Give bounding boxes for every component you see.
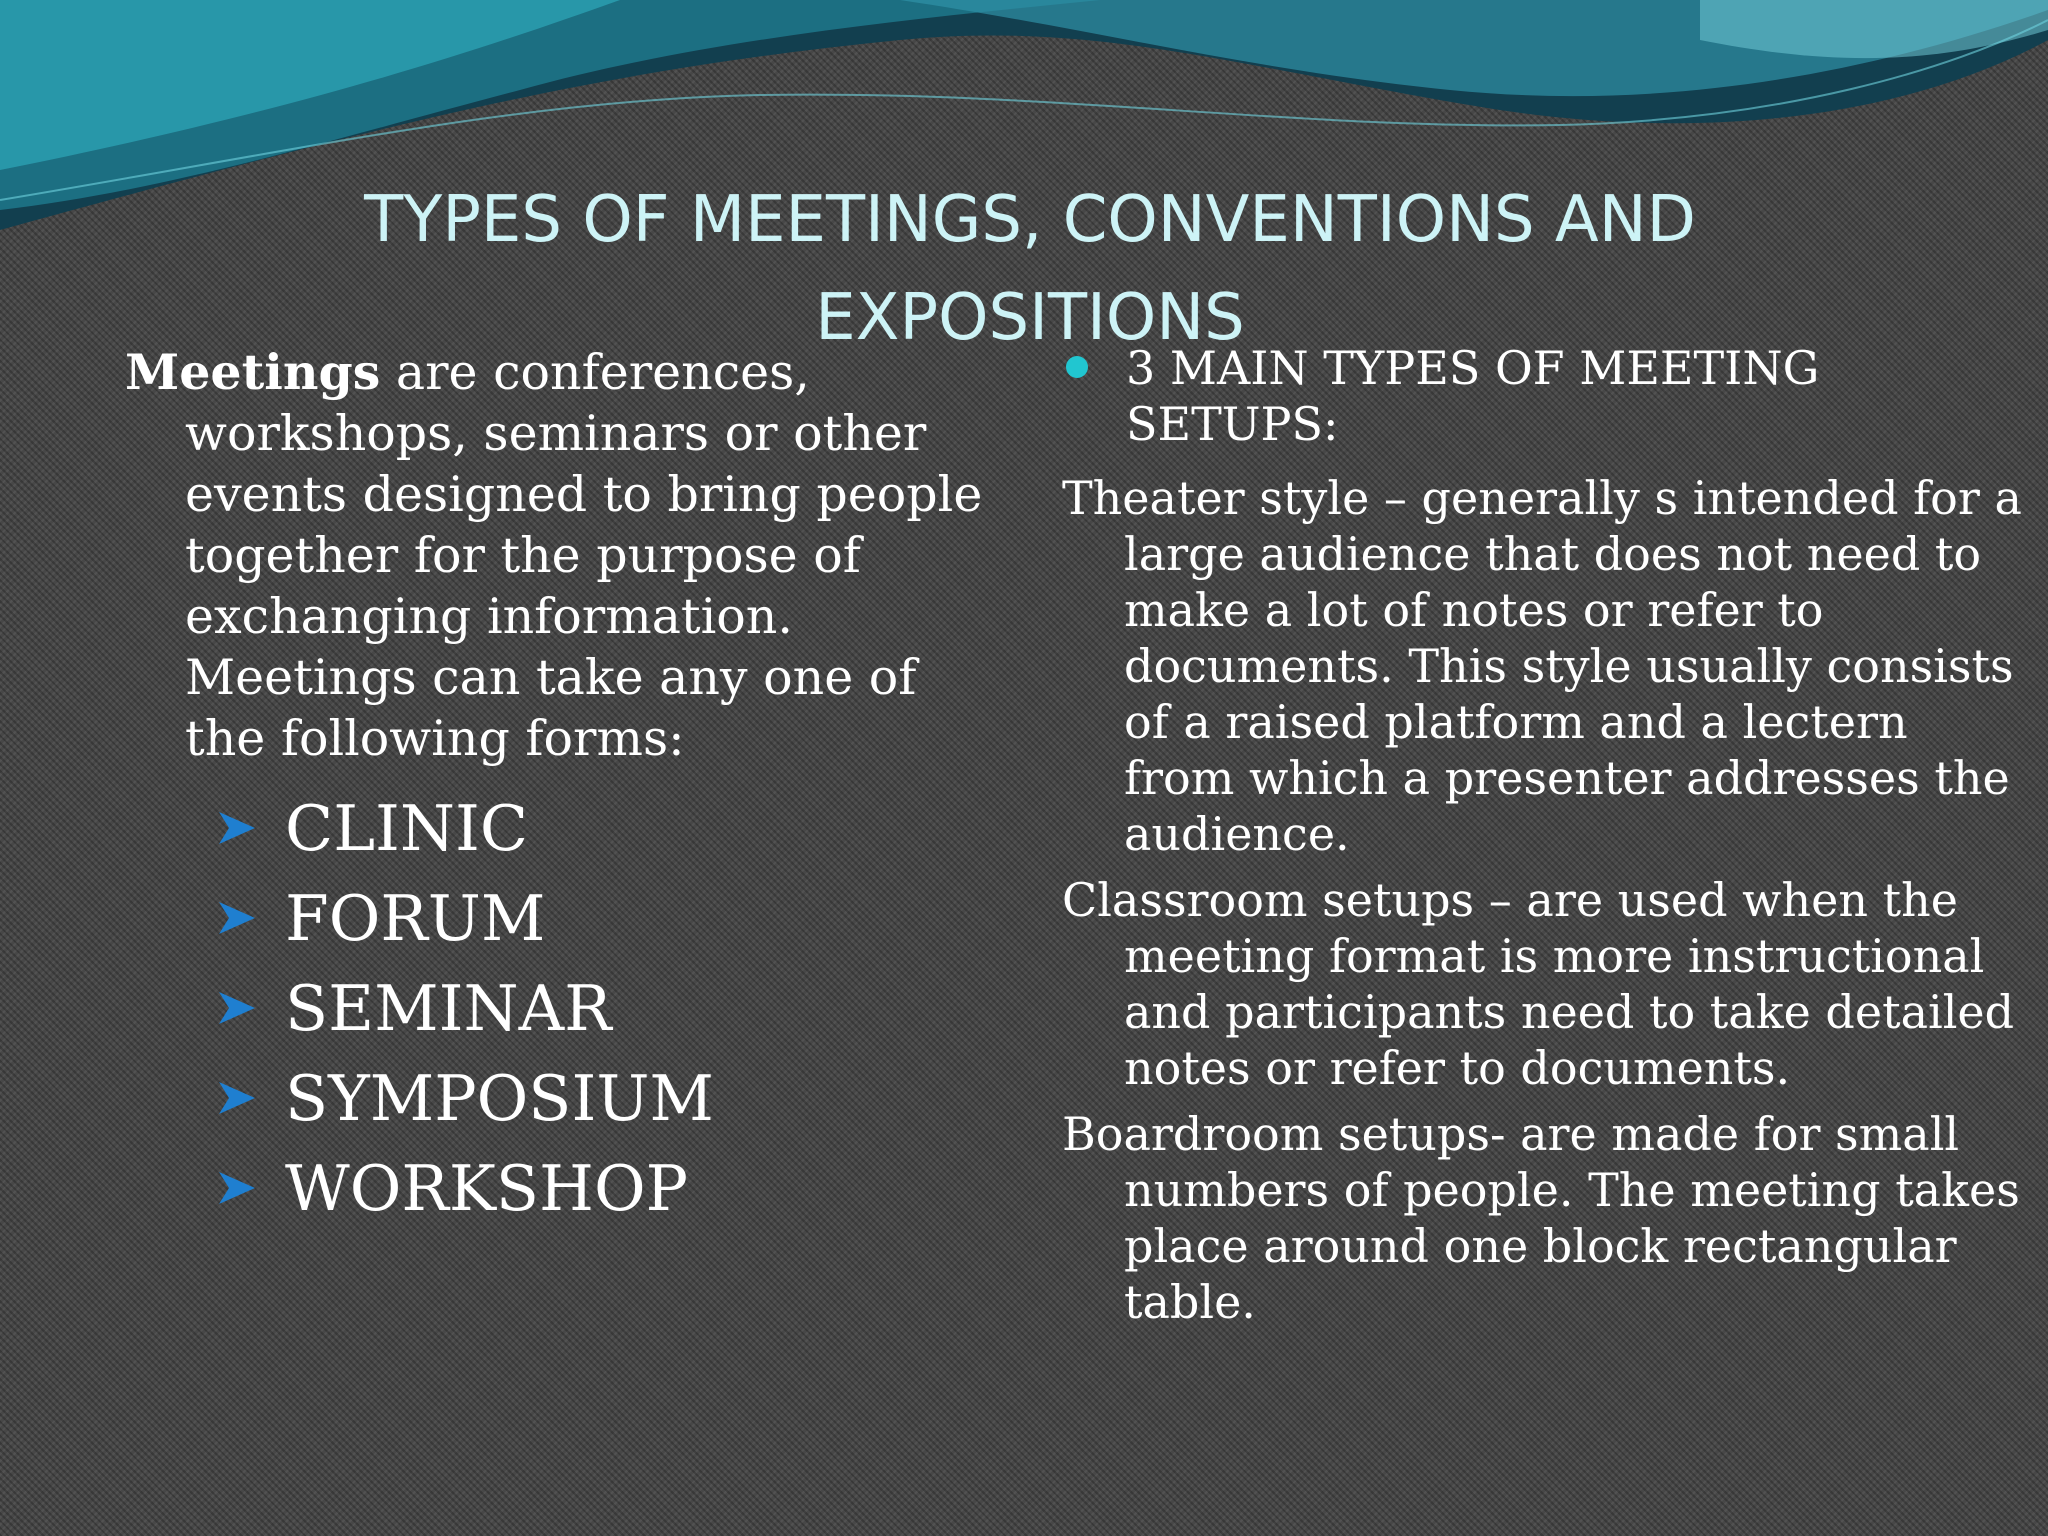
list-item [217,1053,1005,1143]
dot-icon [1066,356,1088,378]
classroom-setup-paragraph: Classroom setups – are used when the meeting format is more instructional and participants need to take detailed notes or refer to documents. [1062,873,2015,1095]
setups-heading [1062,340,2022,452]
arrowhead-icon [217,810,257,846]
meeting-forms-list [125,783,1005,1233]
form-label: FORUM [285,881,546,955]
setups-heading-text: 3 MAIN TYPES OF MEETING SETUPS: [1126,341,1820,451]
form-label: SYMPOSIUM [285,1061,714,1135]
form-label: CLINIC [285,791,529,865]
arrowhead-icon [217,1080,257,1116]
arrowhead-icon [217,900,257,936]
form-label: SEMINAR [285,971,612,1045]
arrowhead-icon [217,990,257,1026]
list-item [217,963,1005,1053]
form-label: WORKSHOP [285,1151,689,1225]
list-item [217,783,1005,873]
list-item [217,873,1005,963]
slide-title: TYPES OF MEETINGS, CONVENTIONS AND EXPOSITIONS [364,182,1696,355]
arrowhead-icon [217,1170,257,1206]
meetings-definition-text: are conferences, workshops, seminars or other events designed to bring people together for the purpose of exchanging information. Meetings can take any one of the following forms: [185,344,983,767]
meetings-term: Meetings [125,343,381,401]
theater-style-paragraph: Theater style – generally s intended for a large audience that does not need to make a lot of notes or refer to documents. This style usually consists of a raised platform and a lectern from which a presenter addresses the audience. [1062,471,2022,861]
right-column [1062,340,2022,1330]
boardroom-setup-paragraph: Boardroom setups- are made for small numbers of people. The meeting takes place around one block rectangular table. [1062,1107,2020,1329]
list-item [217,1143,1005,1233]
meetings-definition [125,342,1005,769]
left-column [125,342,1005,1233]
